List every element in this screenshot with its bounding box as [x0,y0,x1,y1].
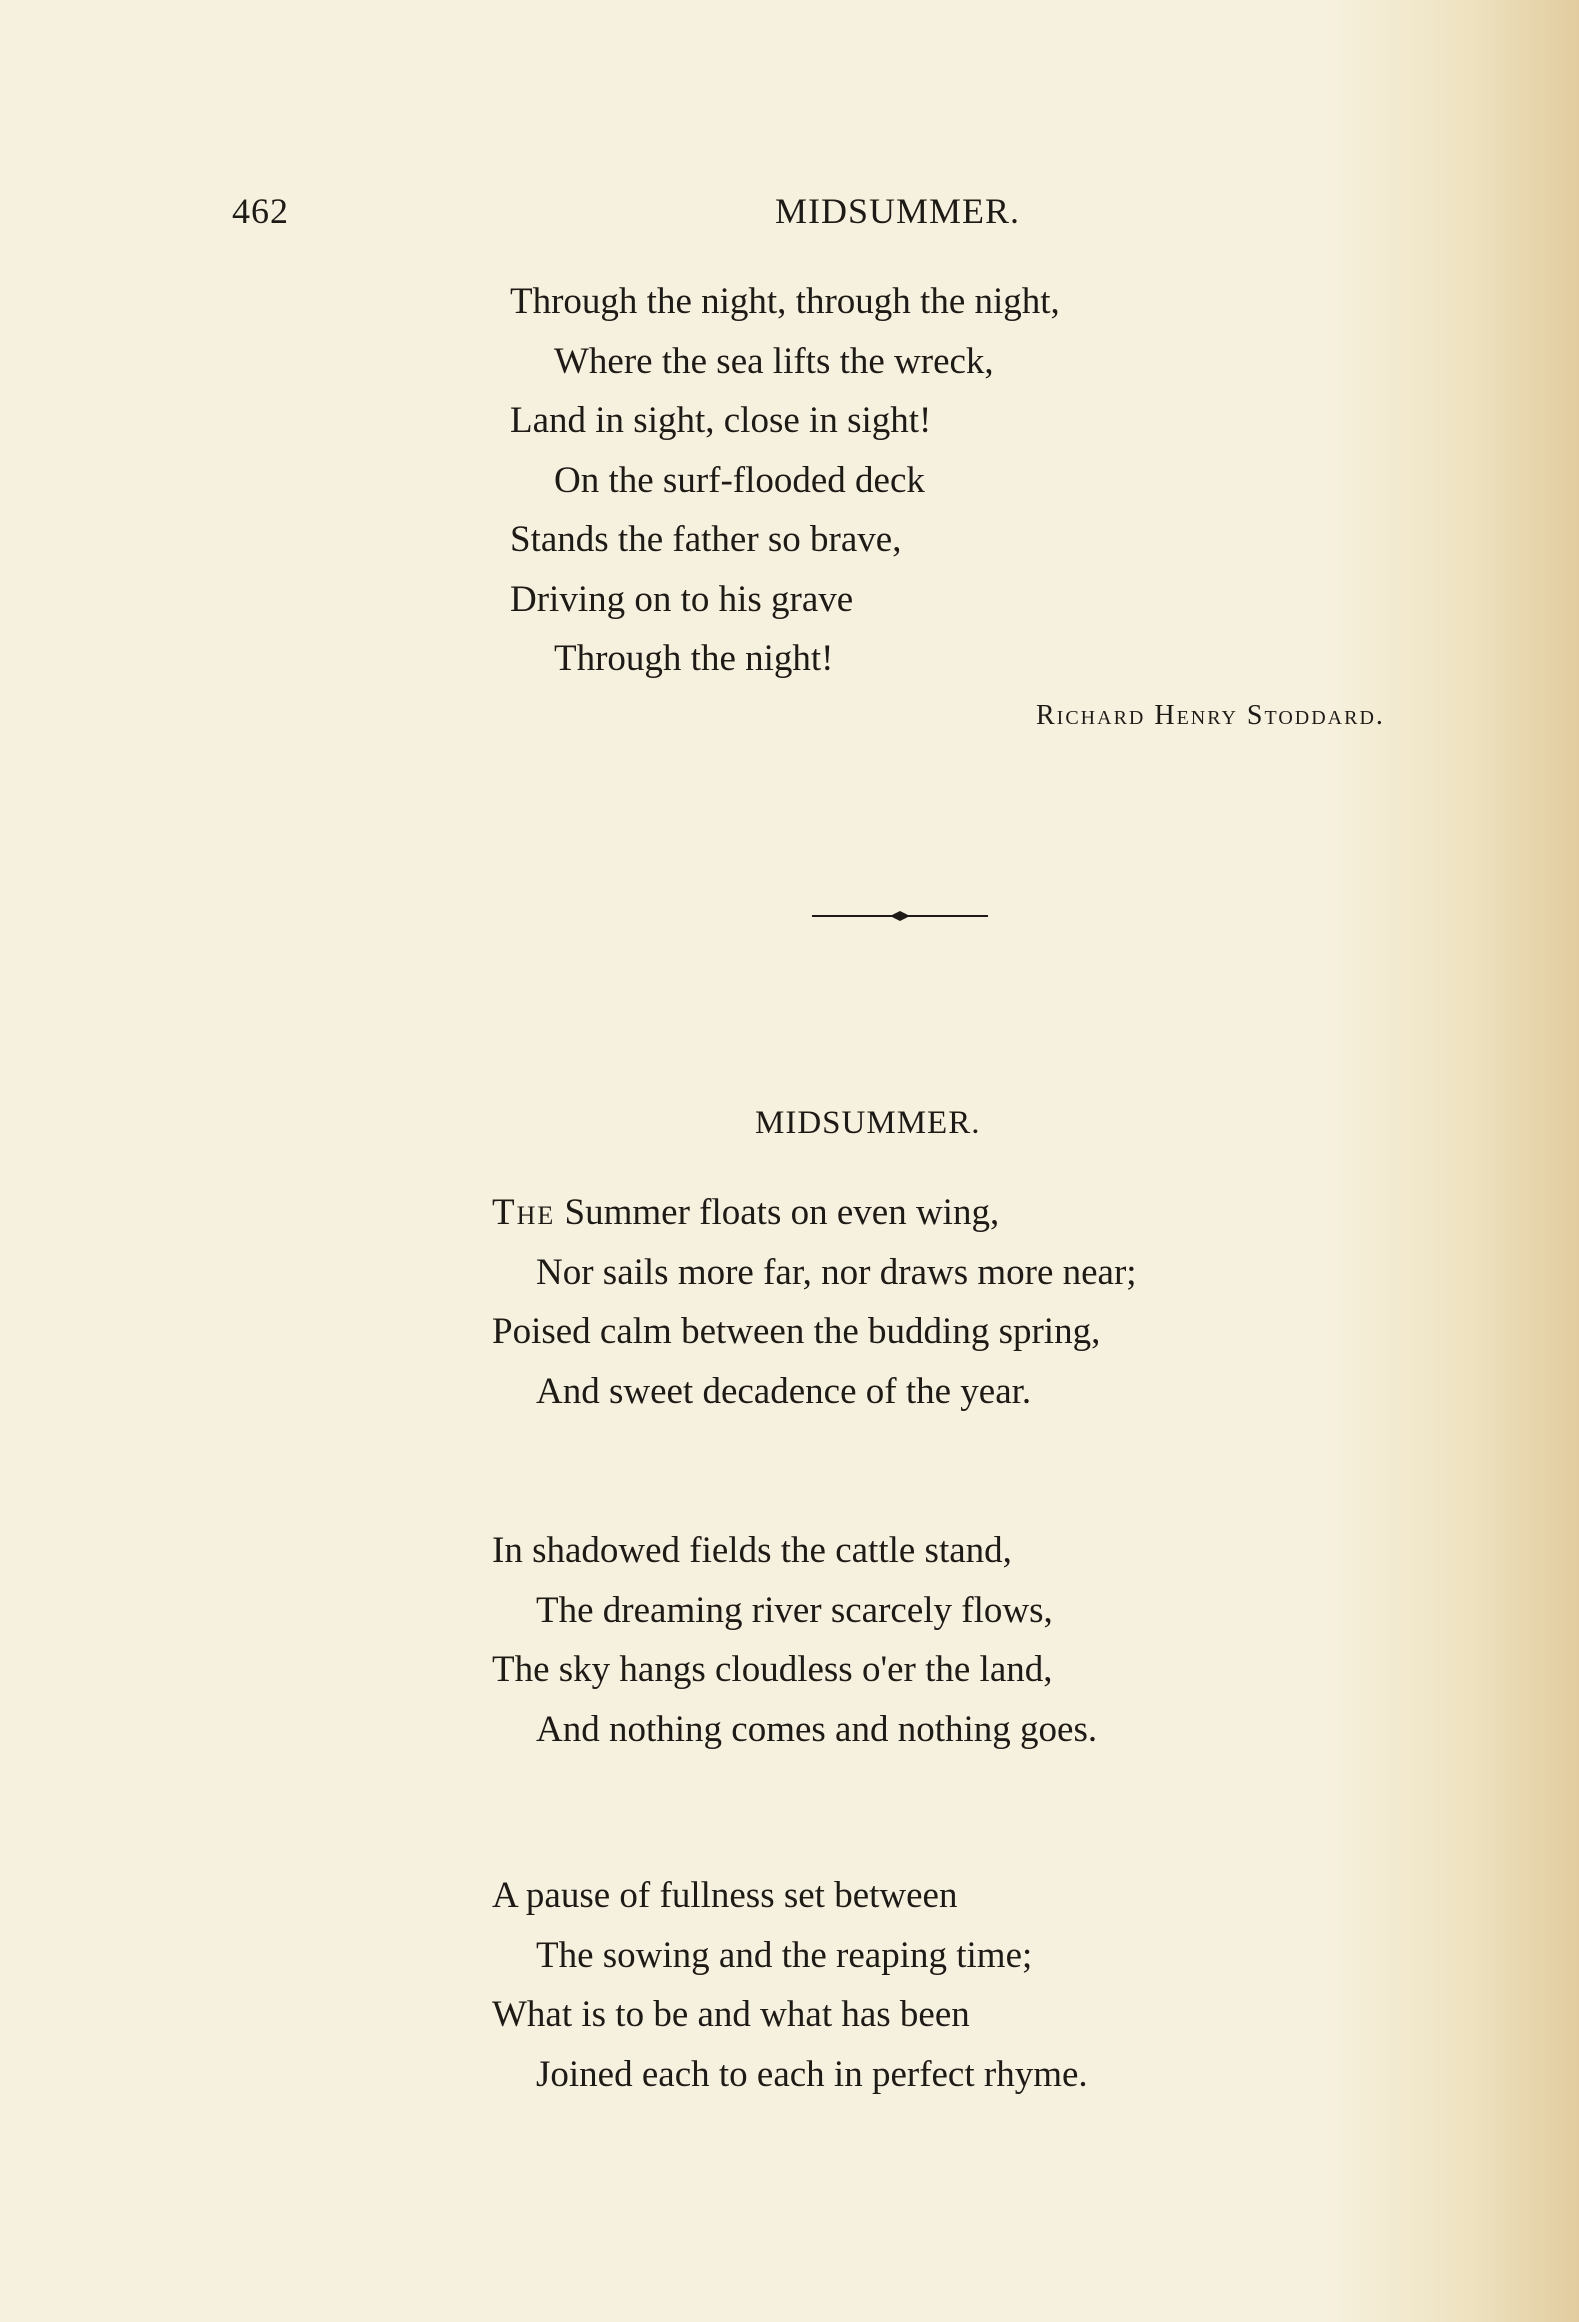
running-head [0,190,1579,240]
section-divider-ornament [812,906,988,926]
poem-line: And sweet decadence of the year. [536,1370,1032,1412]
poem-line: Driving on to his grave [510,578,854,620]
poem-line: What is to be and what has been [492,1994,970,2035]
poem-line: The sowing and the reaping time; [536,1934,1033,1976]
poem-line: Through the night, through the night, [510,281,1060,322]
poem-line: Land in sight, close in sight! [510,400,932,441]
poem-line [492,1183,1137,1243]
page-number: 462 [232,191,289,231]
poem-2-stanza-2 [492,1521,1097,1759]
poem-line: Through the night! [554,638,834,679]
poem-line: On the surf-flooded deck [554,459,925,501]
poem-2-stanza-1 [492,1183,1137,1421]
poem-line: Joined each to each in perfect rhyme. [536,2053,1088,2095]
poem-line: Poised calm between the budding spring, [492,1311,1101,1352]
poem-line: The sky hangs cloudless o'er the land, [492,1649,1053,1690]
poem-title: MIDSUMMER. [755,1105,981,1141]
poem-1-stanza [510,272,1060,689]
poem-line: Where the sea lifts the wreck, [554,340,994,382]
poem-attribution: Richard Henry Stoddard. [1036,700,1385,731]
poem-2-stanza-3 [492,1866,1088,2104]
running-head-title: MIDSUMMER. [775,191,1021,231]
first-word: The [492,1192,556,1233]
poem-line: And nothing comes and nothing goes. [536,1708,1098,1750]
poem-line: A pause of fullness set between [492,1875,958,1916]
poem-line: Nor sails more far, nor draws more near; [536,1251,1137,1293]
poem-line: Stands the father so brave, [510,519,902,560]
poem-line: The dreaming river scarcely flows, [536,1589,1053,1631]
first-line-rest: Summer floats on even wing, [555,1192,1000,1233]
poem-line: In shadowed fields the cattle stand, [492,1530,1012,1571]
